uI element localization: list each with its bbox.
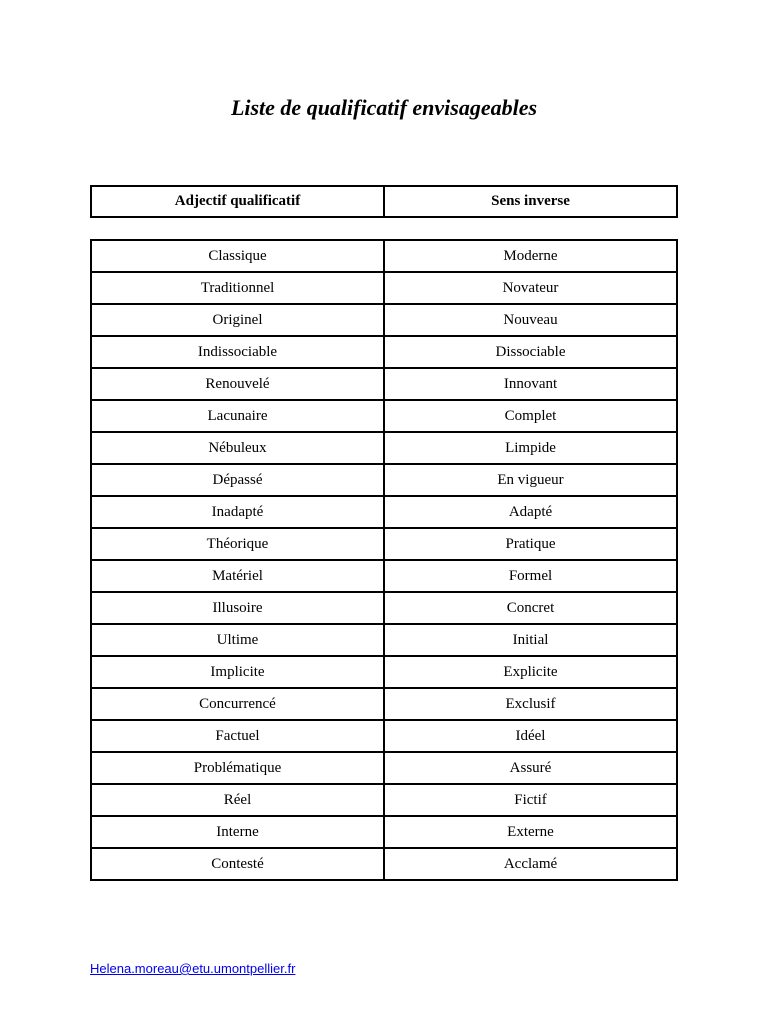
table-header-row (91, 186, 677, 217)
adjective-cell: Problématique (91, 752, 384, 784)
adjective-cell: Indissociable (91, 336, 384, 368)
table-row (91, 560, 677, 592)
inverse-cell: Dissociable (384, 336, 677, 368)
column-header-adjective: Adjectif qualificatif (91, 186, 384, 217)
adjective-cell: Implicite (91, 656, 384, 688)
table-row (91, 464, 677, 496)
page-title: Liste de qualificatif envisageables (230, 95, 538, 120)
inverse-cell: Acclamé (384, 848, 677, 880)
adjective-cell: Concurrencé (91, 688, 384, 720)
inverse-cell: Novateur (384, 272, 677, 304)
table-header (90, 185, 678, 218)
inverse-cell: Nouveau (384, 304, 677, 336)
inverse-cell: Concret (384, 592, 677, 624)
adjective-cell: Contesté (91, 848, 384, 880)
inverse-cell: Formel (384, 560, 677, 592)
table-body (91, 240, 677, 880)
table-row (91, 784, 677, 816)
table-row (91, 336, 677, 368)
table-row (91, 752, 677, 784)
adjective-cell: Matériel (91, 560, 384, 592)
adjective-cell: Nébuleux (91, 432, 384, 464)
table-row (91, 816, 677, 848)
table-row (91, 656, 677, 688)
table-row (91, 368, 677, 400)
inverse-cell: Innovant (384, 368, 677, 400)
inverse-cell: Assuré (384, 752, 677, 784)
adjective-cell: Lacunaire (91, 400, 384, 432)
adjective-cell: Renouvelé (91, 368, 384, 400)
inverse-cell: Idéel (384, 720, 677, 752)
table-row (91, 848, 677, 880)
adjective-cell: Traditionnel (91, 272, 384, 304)
table-row (91, 528, 677, 560)
table-row (91, 592, 677, 624)
adjective-cell: Réel (91, 784, 384, 816)
adjective-cell: Ultime (91, 624, 384, 656)
adjective-cell: Dépassé (91, 464, 384, 496)
adjective-cell: Inadapté (91, 496, 384, 528)
inverse-cell: Explicite (384, 656, 677, 688)
table-row (91, 272, 677, 304)
table-row (91, 240, 677, 272)
table-row (91, 688, 677, 720)
inverse-cell: Adapté (384, 496, 677, 528)
adjective-cell: Classique (91, 240, 384, 272)
inverse-cell: Externe (384, 816, 677, 848)
adjective-table (90, 239, 678, 881)
table-row (91, 432, 677, 464)
inverse-cell: Fictif (384, 784, 677, 816)
inverse-cell: Pratique (384, 528, 677, 560)
email-link[interactable]: Helena.moreau@etu.umontpellier.fr (90, 961, 296, 976)
table-row (91, 496, 677, 528)
adjective-cell: Factuel (91, 720, 384, 752)
column-header-inverse: Sens inverse (384, 186, 677, 217)
adjective-cell: Théorique (91, 528, 384, 560)
adjective-cell: Interne (91, 816, 384, 848)
inverse-cell: Moderne (384, 240, 677, 272)
inverse-cell: En vigueur (384, 464, 677, 496)
table-row (91, 400, 677, 432)
adjective-cell: Illusoire (91, 592, 384, 624)
inverse-cell: Complet (384, 400, 677, 432)
table-row (91, 720, 677, 752)
inverse-cell: Initial (384, 624, 677, 656)
adjective-cell: Originel (91, 304, 384, 336)
inverse-cell: Limpide (384, 432, 677, 464)
table-row (91, 624, 677, 656)
table-row (91, 304, 677, 336)
inverse-cell: Exclusif (384, 688, 677, 720)
